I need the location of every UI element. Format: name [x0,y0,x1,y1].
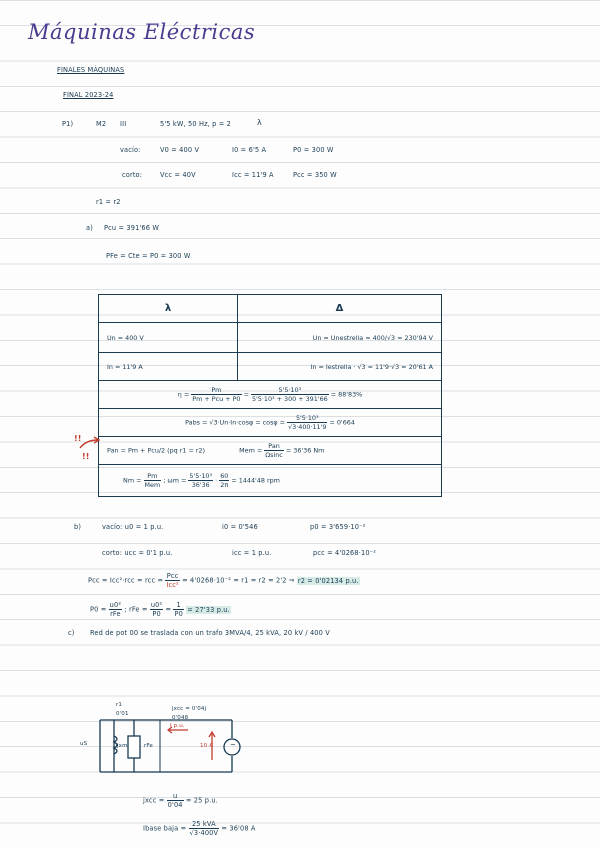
table-row-speed [99,465,442,497]
red-arrow-icon [78,432,102,452]
connection-symbol: λ [257,118,262,127]
speed-fraction [144,472,162,489]
warning-marks: !! [82,452,90,461]
speed-mid: ; ωm = [163,476,187,485]
ibase-lhs: Ibase baja = [143,824,187,833]
ibase-result: = 36'08 A [221,824,256,833]
source-voltage-label: uS [80,741,88,747]
efficiency-fraction [191,386,241,403]
fraction-denominator: Icc² [166,581,179,589]
emf-label: 10 A [200,743,214,749]
fraction-denominator: Pm + Pcu + P0 [192,395,241,403]
efficiency-lhs: η = [177,390,190,399]
rfe-equation [90,601,231,618]
pu-vacio: vacío: u0 = 1 p.u. [102,523,164,531]
fraction-denominator: Ωsinc [265,451,283,459]
equals-sign: = [243,390,249,399]
rcc-equation [88,572,360,589]
corto-voltage: Vcc = 40V [160,171,196,179]
jxcc-lhs: jxcc = [143,796,165,805]
table-header-row [99,295,442,323]
efficiency-cell [99,381,442,409]
corto-label: corto: [122,171,143,179]
torque-fraction [264,442,284,459]
page-title: Máquinas Eléctricas [28,20,256,44]
equivalent-circuit-diagram [72,700,262,780]
delta-symbol: Δ [335,303,344,314]
air-gap-power: Pan = Pm + Pcu/2 (pq r1 = r2) [107,446,206,455]
power-factor-result: = 0'664 [329,418,355,427]
fraction-denominator: 36'36 [191,481,210,489]
pu-vacio-current: i0 = 0'546 [222,523,258,531]
torque-cell [99,437,442,465]
speed-conversion-fraction [219,472,229,489]
fraction-numerator: Pcc [166,572,179,580]
jxcc-label: jxcc = 0'04j [172,706,207,712]
fraction-numerator: 25 kVA [189,820,220,829]
ibase-fraction [189,820,220,837]
pu-vacio-power: p0 = 3'659·10⁻² [310,523,366,531]
rfe-fraction [150,601,163,618]
fraction-denominator: 2π [220,481,229,489]
section-heading: FINALES MÁQUINAS [57,66,125,74]
table-row-power-factor [99,409,442,437]
warning-marks: !! [74,434,82,443]
table-row-efficiency [99,381,442,409]
jxm-label: jxm [117,743,128,749]
speed-result: = 1444'48 rpm [231,476,280,485]
jxcc-result: = 25 p.u. [185,796,218,805]
rfe-lhs: ; rFe = [124,605,148,614]
table-row-voltage [99,323,442,353]
absorbed-power: Pabs = √3·Un·In·cosφ = cosφ = [185,418,286,427]
exam-heading: FINAL 2023-24 [63,91,114,99]
fraction-denominator: rFe [110,610,121,618]
fraction-numerator: Pm [191,386,241,395]
pu-corto-power: pcc = 4'0268·10⁻² [313,549,377,557]
p0-lhs: P0 = [90,605,107,614]
corto-current: Icc = 11'9 A [232,171,274,179]
multiply-dot: · [215,476,218,485]
vacio-power: P0 = 300 W [293,146,334,154]
equals-sign: = [165,605,172,614]
rcc-fraction [165,572,179,589]
fraction-numerator: 5'5·10³ [287,414,327,423]
fraction-denominator: Mem [144,481,161,489]
star-symbol: λ [164,303,172,314]
results-table [98,294,442,497]
part-c-label: c) [68,629,75,637]
efficiency-result: = 88'83% [330,390,363,399]
speed-fraction-values [188,472,213,489]
efficiency-fraction-values [251,386,329,403]
rfe-result: = 27'33 p.u. [187,605,230,614]
rfe-fraction-simplified [173,601,183,618]
corto-power: Pcc = 350 W [293,171,337,179]
part-c-statement: Red de pot 00 se traslada con un trafo 3MVA/4, 25 kVA, 20 kV / 400 V [90,629,330,637]
table-row-torque [99,437,442,465]
machine-type: M2 [96,120,107,128]
vacio-label: vacío: [120,146,141,154]
pu-corto: corto: ucc = 0'1 p.u. [102,549,173,557]
torque-result: = 36'36 Nm [285,446,325,455]
speed-lhs: Nm = [123,476,142,485]
voltage-delta: Un = Unestrella = 400/√3 = 230'94 V [238,323,442,353]
pu-corto-current: icc = 1 p.u. [232,549,272,557]
p0-fraction [109,601,122,618]
speed-cell [99,465,442,497]
fraction-numerator: 1 [173,601,183,610]
copper-losses: Pcu = 391'66 W [104,224,160,232]
table-row-current [99,353,442,381]
voltage-star: Un = 400 V [99,323,238,353]
resistance-ratio: r1 = r2 [96,198,121,206]
rcc-tail: = 4'0268·10⁻² = r1 = r2 = 2'2 ⇒ [182,576,295,585]
part-b-label: b) [74,523,82,531]
fraction-numerator: 5'5·10³ [251,386,329,395]
vacio-current: I0 = 6'5 A [232,146,267,154]
rfe-label: rFe [144,743,153,749]
machine-class: III [120,120,127,128]
fraction-numerator: Pm [144,472,162,481]
r1-label: r1 [116,702,123,708]
power-factor-cell [99,409,442,437]
current-arrow-label: I p.u. [170,723,185,729]
r2-result: r2 = 0'02134 p.u. [297,576,359,585]
fraction-denominator: 5'5·10³ + 300 + 391'66 [251,395,328,403]
ac-source-icon: ~ [230,741,237,749]
ibase-equation [143,820,256,837]
fraction-denominator: 0'04 [167,801,183,809]
header-star [99,295,238,323]
current-star: In = 11'9 A [99,353,238,381]
current-delta: In = Iestrella · √3 = 11'9·√3 = 20'61 A [238,353,442,381]
rcc-lhs: Pcc = Icc²·rcc = rcc = [88,576,164,585]
fraction-numerator: u0² [150,601,163,609]
power-factor-fraction [287,414,327,431]
problem-number: P1) [62,120,74,128]
part-a-label: a) [86,224,93,232]
fraction-numerator: 60 [220,472,229,480]
jxcc-value: 0'048 [172,715,189,721]
fraction-denominator: P0 [152,610,161,618]
iron-losses: PFe = Cte = P0 = 300 W [106,252,191,260]
header-delta [238,295,442,323]
fraction-numerator: u [167,792,184,801]
fraction-numerator: 5'5·10³ [189,472,213,480]
fraction-numerator: Pan [264,442,284,451]
jxcc-equation [143,792,218,809]
r1-value: 0'01 [116,711,129,717]
fraction-denominator: P0 [174,610,183,618]
jxcc-fraction [167,792,184,809]
torque-lhs: Mem = [239,446,263,455]
fraction-denominator: √3·400·11'9 [288,423,327,431]
fraction-denominator: √3·400V [189,829,219,837]
vacio-voltage: V0 = 400 V [160,146,200,154]
fraction-numerator: u0² [109,601,122,609]
machine-specs: 5'5 kW, 50 Hz, p = 2 [160,120,232,128]
